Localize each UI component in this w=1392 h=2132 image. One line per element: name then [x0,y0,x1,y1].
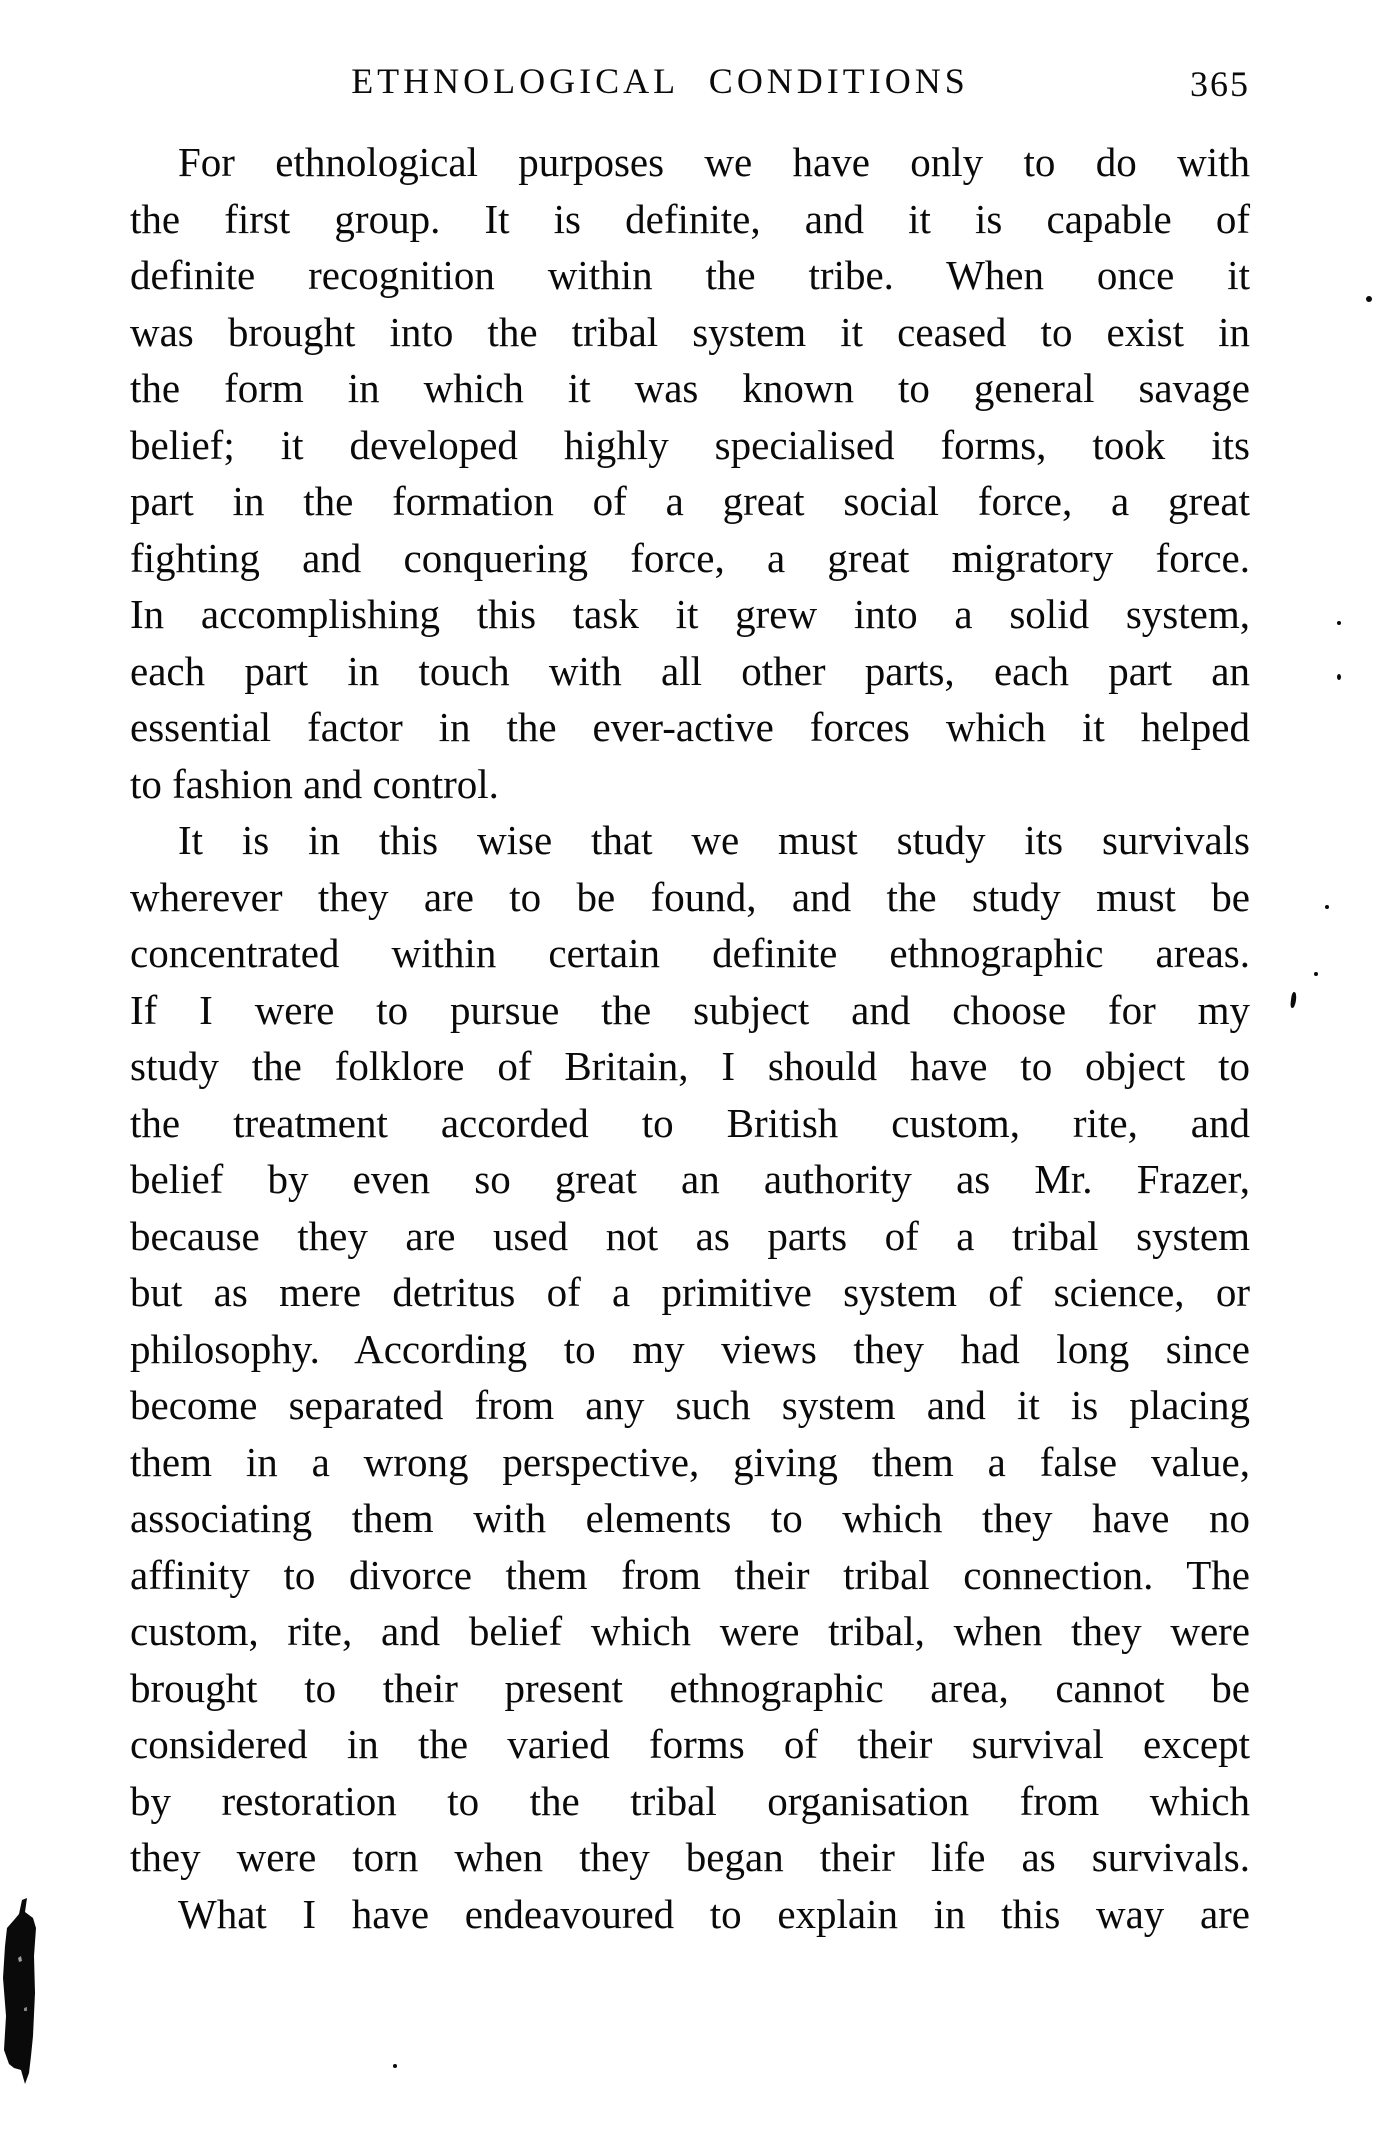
text-line: definite recognition within the tribe. When once it [130,252,1250,298]
text-line: the form in which it was known to general savage [130,365,1250,411]
scan-speck [1337,621,1341,625]
text-line: For ethnological purposes we have only to do with [178,139,1250,185]
page-number: 365 [1190,64,1250,104]
scan-speck [1325,905,1329,909]
text-column [130,134,1250,1942]
scan-speck [1366,296,1372,302]
text-line: wherever they are to be found, and the study must be [130,873,1250,920]
text-line: the first group. It is definite, and it is capable of [130,195,1250,242]
text-line: become separated from any such system and it is placing [130,1382,1250,1428]
text-line: brought to their present ethnographic area, cannot be [130,1664,1250,1711]
text-line: fighting and conquering force, a great migratory force. [130,534,1250,581]
text-line: belief; it developed highly specialised forms, took its [130,421,1250,468]
running-title: ETHNOLOGICAL CONDITIONS [351,61,969,101]
text-line: essential factor in the ever-active forces which it helped [130,704,1250,750]
stray-mark-artifact [1290,992,1297,1008]
text-line: because they are used not as parts of a tribal system [130,1212,1250,1259]
text-line: custom, rite, and belief which were tribal, when they were [130,1608,1250,1654]
text-line: the treatment accorded to British custom, rite, and [130,1099,1250,1146]
page-header [130,60,1250,106]
text-line: they were torn when they began their life as survivals. [130,1834,1250,1880]
scan-speck [1314,972,1318,976]
text-line: What I have endeavoured to explain in this way are [178,1890,1250,1937]
text-line: part in the formation of a great social force, a great [130,478,1250,524]
text-line: philosophy. According to my views they had long since [130,1325,1250,1372]
text-line: affinity to divorce them from their tribal connection. The [130,1551,1250,1598]
text-line: each part in touch with all other parts, each part an [130,647,1250,694]
text-line: If I were to pursue the subject and choose for my [130,986,1250,1033]
text-line: was brought into the tribal system it ceased to exist in [130,308,1250,355]
text-line: belief by even so great an authority as Mr. Frazer, [130,1156,1250,1202]
text-line: study the folklore of Britain, I should have to object to [130,1043,1250,1089]
text-line: them in a wrong perspective, giving them a false value, [130,1438,1250,1485]
scan-speck [1337,674,1341,680]
scan-speck [393,2064,397,2068]
text-line: to fashion and control. [130,760,499,807]
text-line: associating them with elements to which they have no [130,1495,1250,1541]
text-line: concentrated within certain definite ethnographic areas. [130,930,1250,976]
text-line: It is in this wise that we must study its survivals [178,817,1250,863]
text-line: In accomplishing this task it grew into a solid system, [130,591,1250,637]
ink-blot-artifact [0,1898,44,2088]
text-line: by restoration to the tribal organisation from which [130,1777,1250,1824]
text-line: considered in the varied forms of their survival except [130,1721,1250,1767]
text-line: but as mere detritus of a primitive system of science, or [130,1269,1250,1315]
